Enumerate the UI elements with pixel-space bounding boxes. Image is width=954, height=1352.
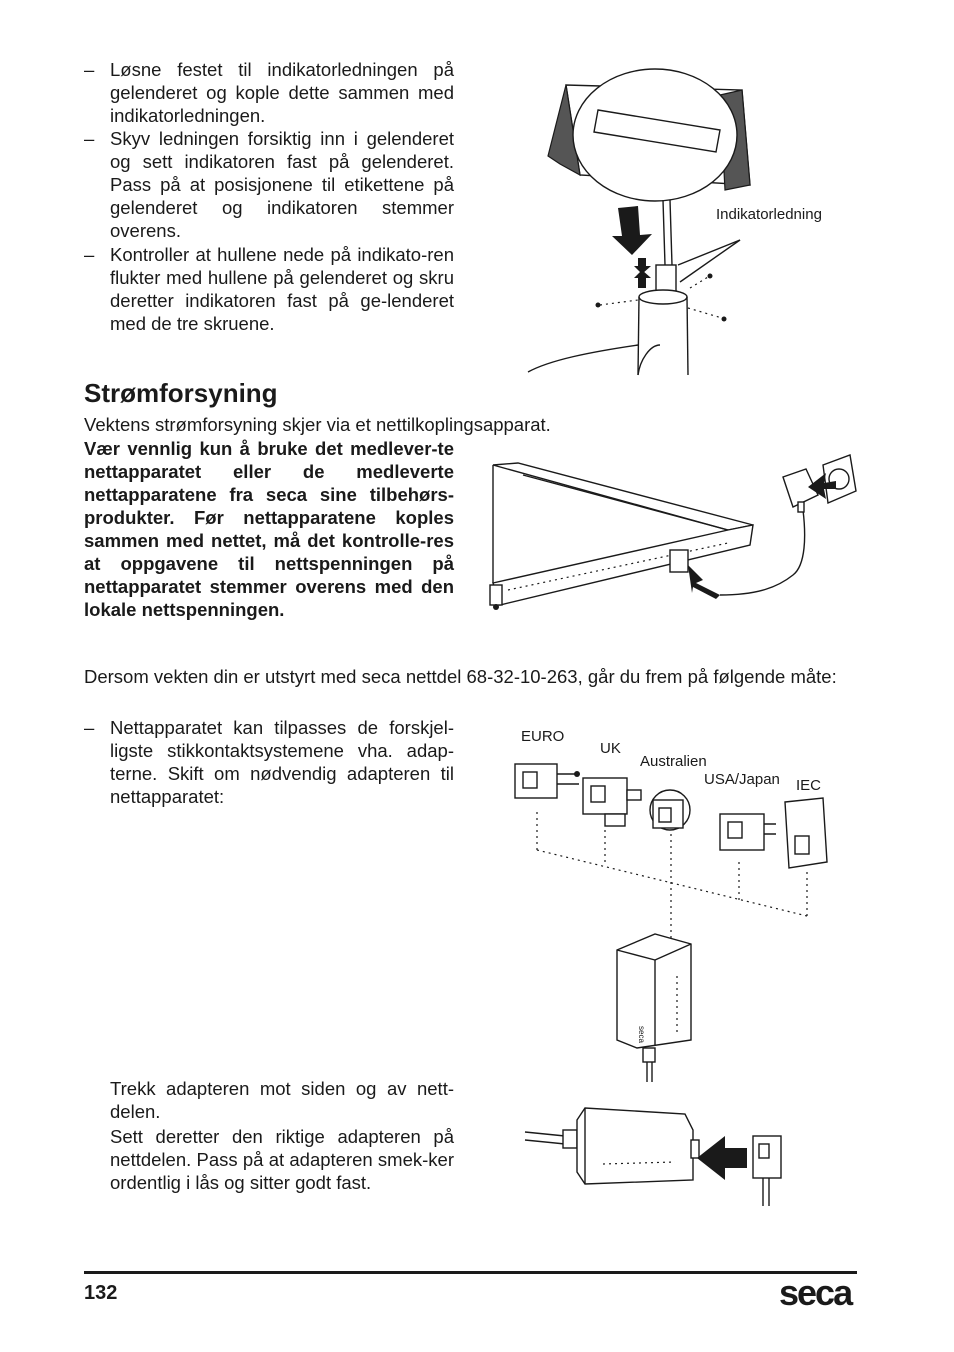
adapter-label-iec: IEC xyxy=(796,777,822,794)
page-number: 132 xyxy=(84,1282,118,1304)
list-dash: – xyxy=(84,59,95,80)
brand-logo: seca xyxy=(779,1272,852,1313)
seca-paragraph: Dersom vekten din er utstyrt med seca nettdel 68-32-10-263, går du frem på følgende måte: xyxy=(84,666,837,687)
step-remove-adapter: Trekk adapteren mot siden og av nett-delen. xyxy=(110,1078,454,1122)
power-connection-illustration xyxy=(488,455,868,620)
warning-text: Vær vennlig kun å bruke det medlever-te nettapparatet eller de medleverte nettapparatene fra seca sine tilbehørs-produkter. Før nettapparatene koples sammen med nettet, må det kontrolle-res at oppgavene til nettspenningen på nettapparatet stemmer overens med den lokale nettspenningen. xyxy=(84,438,454,620)
device-brand-label: seca xyxy=(636,1026,646,1043)
adapter-label-usa-japan: USA/Japan xyxy=(704,771,780,788)
footer-rule xyxy=(84,1271,857,1274)
list-item xyxy=(84,243,454,335)
list-item xyxy=(84,716,454,808)
list-text: Kontroller at hullene nede på indikato-ren flukter med hullene på gelenderet og skru deretter indikatoren fast på ge-lenderet med de tre skruene. xyxy=(110,244,454,334)
list-item xyxy=(84,127,454,242)
list-item xyxy=(84,58,454,127)
list-dash: – xyxy=(84,244,95,265)
list-text: Nettapparatet kan tilpasses de forskjel-ligste stikkontaktsystemene vha. adap-terne. Skift om nødvendig adapteren til nettapparatet: xyxy=(110,717,454,807)
adapter-label-euro: EURO xyxy=(521,728,565,745)
indicator-cable-label: Indikatorledning xyxy=(716,206,822,223)
list-dash: – xyxy=(84,717,95,738)
list-text: Skyv ledningen forsiktig inn i gelenderet og sett indikatoren fast på gelenderet. Pass på at posisjonene til etikettene på gelenderet og indikatoren stemmer overens. xyxy=(110,128,454,241)
list-text: Løsne festet til indikatorledningen på gelenderet og kople dette sammen med indikatorledningen. xyxy=(110,59,454,126)
section-heading: Strømforsyning xyxy=(84,378,278,408)
adapter-label-uk: UK xyxy=(600,740,621,757)
adapter-swap-illustration xyxy=(525,1100,795,1210)
step-attach-adapter: Sett deretter den riktige adapteren på nettdelen. Pass på at adapteren smek-ker ordentlig i lås og sitter godt fast. xyxy=(110,1126,454,1193)
section-intro: Vektens strømforsyning skjer via et nettilkoplingsapparat. xyxy=(84,414,551,435)
adapter-types-illustration xyxy=(505,750,845,1090)
list-dash: – xyxy=(84,128,95,149)
adapter-label-australien: Australien xyxy=(640,753,707,770)
